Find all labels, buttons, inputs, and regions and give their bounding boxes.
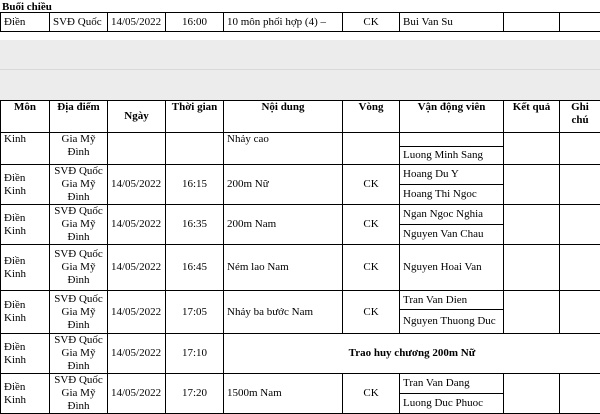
- cell-ghi-chu: [560, 205, 600, 245]
- header-dia-diem: Địa điểm: [50, 101, 108, 133]
- cell-ghi-chu: [560, 165, 600, 205]
- cell-vdv: Bui Van Su: [400, 13, 504, 32]
- header-row: [1, 101, 600, 133]
- cell-vdv: Luong Minh Sang: [400, 147, 504, 165]
- cell-mon: Điền Kinh: [1, 165, 50, 205]
- cell-vong: CK: [343, 374, 400, 414]
- cell-noi-dung: Nhảy ba bước Nam: [224, 291, 343, 334]
- cell-vong: CK: [343, 165, 400, 205]
- cell-ket-qua: [504, 245, 560, 291]
- cell-noi-dung: 200m Nữ: [224, 165, 343, 205]
- cell-thoi-gian: 16:15: [166, 165, 224, 205]
- cell-thoi-gian: 17:20: [166, 374, 224, 414]
- main-schedule-table: [0, 100, 600, 414]
- cell-ket-qua: [504, 165, 560, 205]
- cell-ngay: 14/05/2022: [108, 374, 166, 414]
- cell-vong: CK: [343, 245, 400, 291]
- cell-ngay: 14/05/2022: [108, 245, 166, 291]
- cell-noi-dung: Ném lao Nam: [224, 245, 343, 291]
- cell-ghi-chu: [560, 245, 600, 291]
- cell-noi-dung: Nhảy cao: [224, 133, 343, 165]
- cell-thoi-gian: 16:35: [166, 205, 224, 245]
- cell-dia-diem: SVĐ Quốc Gia Mỹ Đình: [50, 165, 108, 205]
- cell-ngay: [108, 133, 166, 165]
- cell-dia-diem: SVĐ Quốc Gia Mỹ Đình: [50, 374, 108, 414]
- cell-ghi-chu: [560, 374, 600, 414]
- cell-noi-dung: 200m Nam: [224, 205, 343, 245]
- table-row: [1, 165, 600, 185]
- cell-ket-qua: [504, 13, 560, 32]
- cell-vdv: Tran Van Dien: [400, 291, 504, 310]
- cell-dia-diem: Gia Mỹ Đình: [50, 133, 108, 165]
- cell-dia-diem: SVĐ Quốc: [50, 13, 108, 32]
- table-row: [1, 133, 600, 147]
- table-row: [1, 205, 600, 225]
- cell-noi-dung: 10 môn phối hợp (4) –: [224, 13, 343, 32]
- cell-mon: Điền Kinh: [1, 205, 50, 245]
- cell-ngay: 14/05/2022: [108, 334, 166, 374]
- header-ket-qua: Kết quả: [504, 101, 560, 133]
- cell-ngay: 14/05/2022: [108, 13, 166, 32]
- header-ghi-chu: Ghi chú: [560, 101, 600, 133]
- page-gap-divider: [0, 69, 600, 70]
- cell-mon: Điền: [1, 13, 50, 32]
- header-ngay: Ngày: [108, 101, 166, 133]
- cell-vdv: Ngan Ngoc Nghia: [400, 205, 504, 225]
- table-row: [1, 334, 600, 374]
- cell-ket-qua: [504, 205, 560, 245]
- cell-ghi-chu: [560, 133, 600, 165]
- cell-vdv: Nguyen Thuong Duc: [400, 310, 504, 334]
- cell-vdv: Luong Duc Phuoc: [400, 394, 504, 414]
- cell-dia-diem: SVĐ Quốc Gia Mỹ Đình: [50, 205, 108, 245]
- header-thoi-gian: Thời gian: [166, 101, 224, 133]
- cell-ket-qua: [504, 291, 560, 334]
- cell-mon: Điền Kinh: [1, 374, 50, 414]
- cell-mon: Kinh: [1, 133, 50, 165]
- cell-thoi-gian: 17:05: [166, 291, 224, 334]
- cell-ngay: 14/05/2022: [108, 165, 166, 205]
- cell-ghi-chu: [560, 13, 600, 32]
- cell-ket-qua: [504, 374, 560, 414]
- cell-vdv: Hoang Thi Ngoc: [400, 185, 504, 205]
- cell-ket-qua: [504, 133, 560, 165]
- cell-vong: CK: [343, 291, 400, 334]
- header-vong: Vòng: [343, 101, 400, 133]
- cell-mon: Điền Kinh: [1, 334, 50, 374]
- table-row: [1, 245, 600, 291]
- cell-thoi-gian: 17:10: [166, 334, 224, 374]
- table-row: [1, 374, 600, 394]
- cell-vdv: Hoang Du Y: [400, 165, 504, 185]
- cell-vong: CK: [343, 205, 400, 245]
- cell-dia-diem: SVĐ Quốc Gia Mỹ Đình: [50, 245, 108, 291]
- top-schedule-table: [0, 12, 600, 32]
- cell-ngay: 14/05/2022: [108, 291, 166, 334]
- cell-noi-dung: 1500m Nam: [224, 374, 343, 414]
- cell-award-ceremony: Trao huy chương 200m Nữ: [224, 334, 600, 374]
- header-noi-dung: Nội dung: [224, 101, 343, 133]
- table-row: [1, 13, 600, 32]
- page-gap: [0, 40, 600, 100]
- cell-vdv: Nguyen Van Chau: [400, 225, 504, 245]
- cell-vong: CK: [343, 13, 400, 32]
- cell-thoi-gian: 16:00: [166, 13, 224, 32]
- cell-ghi-chu: [560, 291, 600, 334]
- cell-vong: [343, 133, 400, 165]
- cell-thoi-gian: [166, 133, 224, 165]
- cell-vdv: Nguyen Hoai Van: [400, 245, 504, 291]
- cell-thoi-gian: 16:45: [166, 245, 224, 291]
- cell-dia-diem: SVĐ Quốc Gia Mỹ Đình: [50, 334, 108, 374]
- cell-mon: Điền Kinh: [1, 291, 50, 334]
- section-heading-afternoon: Buổi chiều: [2, 0, 52, 14]
- cell-vdv: [400, 133, 504, 147]
- cell-mon: Điền Kinh: [1, 245, 50, 291]
- cell-ngay: 14/05/2022: [108, 205, 166, 245]
- cell-dia-diem: SVĐ Quốc Gia Mỹ Đình: [50, 291, 108, 334]
- header-vdv: Vận động viên: [400, 101, 504, 133]
- cell-vdv: Tran Van Dang: [400, 374, 504, 394]
- header-mon: Môn: [1, 101, 50, 133]
- table-row: [1, 291, 600, 310]
